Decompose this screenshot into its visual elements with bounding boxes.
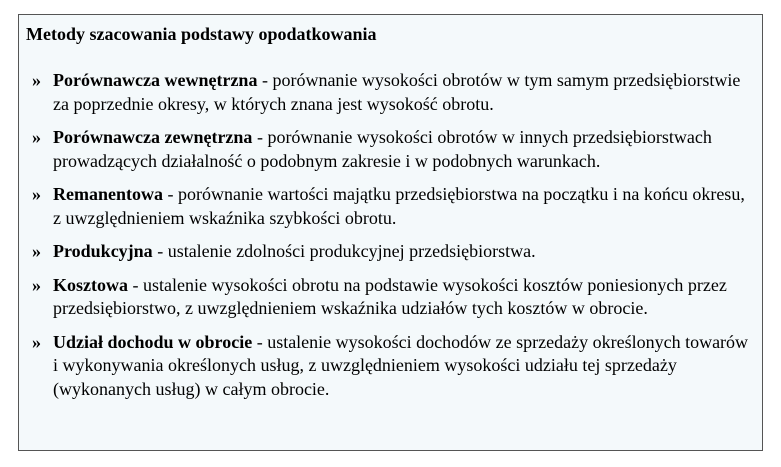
method-separator: - <box>252 127 268 147</box>
method-item <box>26 69 752 116</box>
box-title: Metody szacowania podstawy opodatkowania <box>26 24 377 44</box>
method-separator: - <box>163 184 178 204</box>
bullet-icon: » <box>32 127 41 147</box>
method-separator: - <box>128 274 143 295</box>
method-item <box>26 240 752 264</box>
method-description: porównanie wysokości obrotów w tym samym przedsiębiorstwie za poprzednie okresy, w których znana jest wysokość obrotu. <box>53 70 741 114</box>
method-item <box>26 274 752 321</box>
bullet-icon: » <box>32 184 41 204</box>
method-description: porównanie wartości majątku przedsiębiorstwa na początku i na końcu okresu, z uwzględnieniem wskaźnika szybkości obrotu. <box>53 184 745 228</box>
method-term: Udział dochodu w obrocie <box>53 331 253 352</box>
method-separator: - <box>152 241 168 261</box>
method-term: Produkcyjna <box>53 241 153 261</box>
method-description: ustalenie wysokości obrotu na podstawie wysokości kosztów poniesionych przez przedsiębiorstwo, z uwzględnieniem wskaźnika udziałów tych kosztów w obrocie. <box>53 274 727 318</box>
bullet-icon: » <box>32 241 41 261</box>
method-term: Porównawcza zewnętrzna <box>53 127 253 147</box>
method-description: porównanie wysokości obrotów w innych przedsiębiorstwach prowadzących działalność o podobnym zakresie i w podobnych warunkach. <box>53 127 712 171</box>
bullet-icon: » <box>32 70 41 90</box>
methods-list <box>26 69 752 401</box>
method-description: ustalenie zdolności produkcyjnej przedsiębiorstwa. <box>167 241 536 261</box>
method-separator: - <box>257 70 273 90</box>
method-term: Porównawcza wewnętrzna <box>53 70 258 90</box>
method-item <box>26 331 752 402</box>
bullet-icon: » <box>32 331 41 352</box>
method-item <box>26 126 752 173</box>
method-term: Remanentowa <box>53 184 163 204</box>
bullet-icon: » <box>32 274 41 295</box>
methods-box <box>18 14 763 451</box>
method-separator: - <box>252 331 268 352</box>
method-description: ustalenie wysokości dochodów ze sprzedaży określonych towarów i wykonywania określonych usług, z uwzględnieniem wysokości udziału tej sprzedaży (wykonanych usług) w całym obrocie. <box>53 331 749 399</box>
method-item <box>26 183 752 230</box>
method-term: Kosztowa <box>53 274 128 295</box>
